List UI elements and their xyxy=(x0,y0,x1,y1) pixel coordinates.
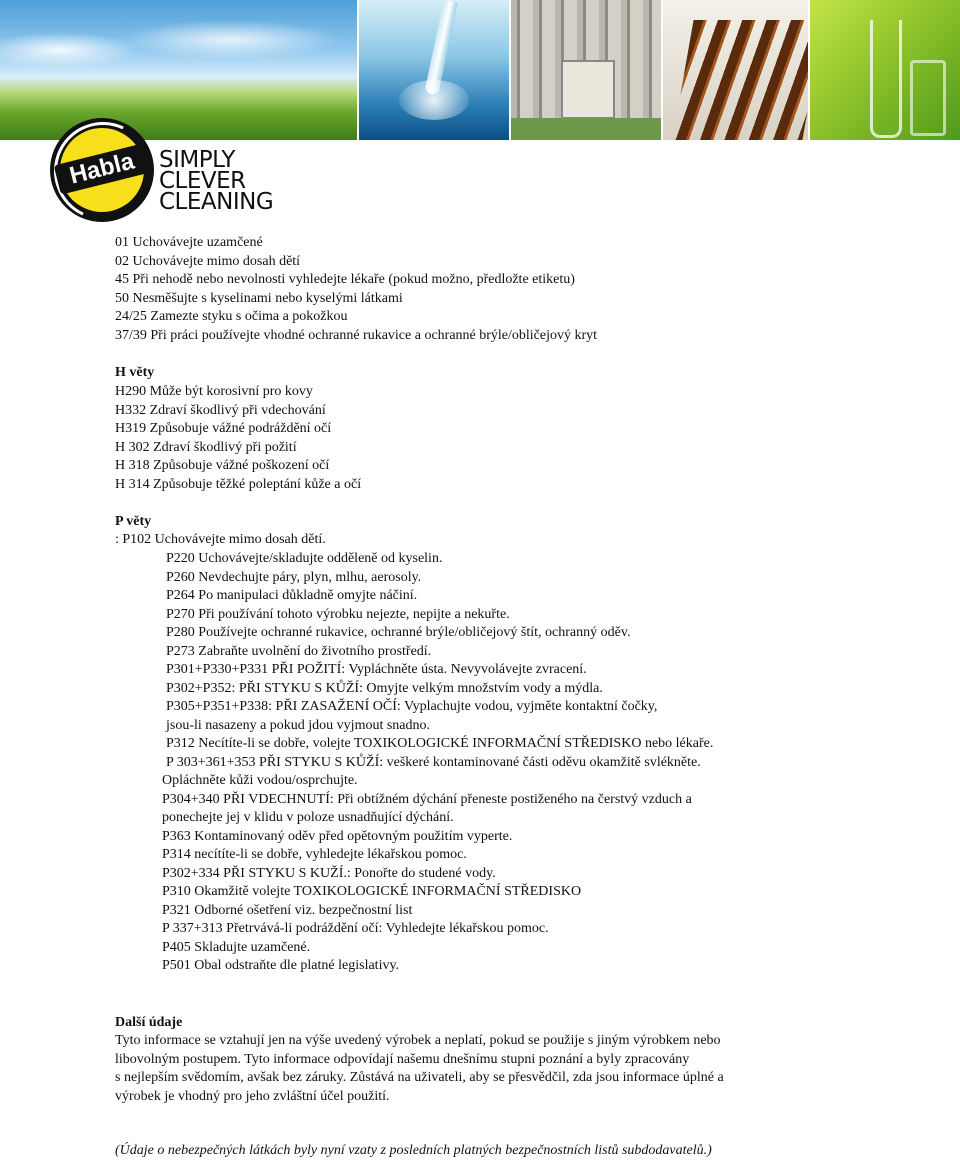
p-phrases-list-a xyxy=(166,550,713,772)
p-phrase: P304+340 PŘI VDECHNUTÍ: Při obtížném dýchání přeneste postiženého na čerstvý vzduch a xyxy=(162,791,692,807)
logo-brand-text: Habla xyxy=(54,143,151,194)
h-phrase: H319 Způsobuje vážné podráždění očí xyxy=(115,421,332,436)
other-info-text xyxy=(115,1032,724,1106)
s-phrase: 24/25 Zamezte styku s očima a pokožkou xyxy=(115,309,348,324)
p-phrase: P405 Skladujte uzamčené. xyxy=(162,939,311,955)
h-phrase: H 314 Způsobuje těžké poleptání kůže a očí xyxy=(115,476,362,492)
p-phrase: ponechejte jej v klidu v poloze usnadňující dýchání. xyxy=(162,810,454,825)
p-phrase: P 303+361+353 PŘI STYKU S KŮŽÍ: veškeré kontaminované části oděvu okamžitě svlékněte. xyxy=(166,754,701,770)
p-phrase-first: : P102 Uchovávejte mimo dosah dětí. xyxy=(115,532,326,547)
other-info-line: výrobek je vhodný pro jeho zvláštní účel použití. xyxy=(115,1088,390,1104)
p-section-heading: P věty xyxy=(115,514,152,529)
p-phrase: jsou-li nasazeny a pokud jdou vyjmout snadno. xyxy=(166,717,431,733)
logo-tagline xyxy=(159,147,274,215)
s-phrases-list xyxy=(115,234,597,345)
p-phrase: P305+P351+P338: PŘI ZASAŽENÍ OČÍ: Vyplachujte vodou, vyjměte kontaktní čočky, xyxy=(166,699,658,714)
p-phrase: P501 Obal odstraňte dle platné legislativy. xyxy=(162,958,400,973)
p-phrase: P270 Při používání tohoto výrobku nejezte, nepijte a nekuřte. xyxy=(166,606,510,622)
s-phrase: 50 Nesměšujte s kyselinami nebo kyselými látkami xyxy=(115,290,403,306)
logo-badge xyxy=(50,118,154,222)
other-info-line: s nejlepším svědomím, avšak bez záruky. Zůstává na uživateli, aby se přesvědčil, zda jsou informace úplné a xyxy=(115,1070,724,1085)
p-phrase: P321 Odborné ošetření viz. bezpečnostní list xyxy=(162,902,413,918)
other-info-heading: Další údaje xyxy=(115,1015,183,1030)
lab-glassware-image xyxy=(810,0,960,140)
p-phrase: P220 Uchovávejte/skladujte odděleně od kyselin. xyxy=(166,551,443,566)
water-splash-image xyxy=(359,0,509,140)
s-phrase: 01 Uchovávejte uzamčené xyxy=(115,235,263,250)
h-phrase: H290 Může být korosivní pro kovy xyxy=(115,384,313,399)
p-phrase: P 337+313 Přetrvává-li podráždění očí: Vyhledejte lékařskou pomoc. xyxy=(162,921,549,936)
p-phrase: P302+P352: PŘI STYKU S KŮŽÍ: Omyjte velkým množstvím vody a mýdla. xyxy=(166,680,603,696)
p-phrase: Opláchněte kůži vodou/osprchujte. xyxy=(162,773,358,788)
h-phrases-list xyxy=(115,383,361,494)
factory-pipes-image xyxy=(511,0,661,140)
p-phrase: P280 Používejte ochranné rukavice, ochranné brýle/obličejový štít, ochranný oděv. xyxy=(166,625,631,640)
h-phrase: H 302 Zdraví škodlivý při požití xyxy=(115,439,297,455)
p-phrase: P264 Po manipulaci důkladně omyjte náčiní. xyxy=(166,588,418,603)
footer-note: (Údaje o nebezpečných látkách byly nyní vzaty z posledních platných bezpečnostních listů subdodavatelů.) xyxy=(115,1143,712,1158)
p-phrase: P312 Necítíte-li se dobře, volejte TOXIKOLOGICKÉ INFORMAČNÍ STŘEDISKO nebo lékaře. xyxy=(166,736,714,751)
logo-tagline-line: CLEVER xyxy=(159,168,246,194)
s-phrase: 02 Uchovávejte mimo dosah dětí xyxy=(115,253,301,269)
bottle-line-image xyxy=(663,0,808,140)
h-phrase: H 318 Způsobuje vážné poškození očí xyxy=(115,458,330,473)
habla-logo xyxy=(50,118,290,224)
p-phrase: P363 Kontaminovaný oděv před opětovným použitím vyperte. xyxy=(162,828,513,844)
s-phrase: 37/39 Při práci používejte vhodné ochranné rukavice a ochranné brýle/obličejový kryt xyxy=(115,327,598,343)
p-phrase: P314 necítíte-li se dobře, vyhledejte lékařskou pomoc. xyxy=(162,847,467,862)
p-phrase: P310 Okamžitě volejte TOXIKOLOGICKÉ INFORMAČNÍ STŘEDISKO xyxy=(162,884,582,899)
h-section-heading: H věty xyxy=(115,365,155,380)
p-phrase: P273 Zabraňte uvolnění do životního prostředí. xyxy=(166,643,432,659)
s-phrase: 45 Při nehodě nebo nevolnosti vyhledejte lékaře (pokud možno, předložte etiketu) xyxy=(115,272,575,287)
h-phrase: H332 Zdraví škodlivý při vdechování xyxy=(115,402,326,418)
logo-tagline-line: CLEANING xyxy=(159,189,274,215)
logo-tagline-line: SIMPLY xyxy=(159,147,235,173)
p-phrase: P260 Nevdechujte páry, plyn, mlhu, aerosoly. xyxy=(166,569,422,585)
other-info-line: libovolným postupem. Tyto informace odpovídají našemu dnešnímu stupni poznání a byly zpracovány xyxy=(115,1051,690,1067)
other-info-line: Tyto informace se vztahují jen na výše uvedený výrobek a neplatí, pokud se použije s jiným výrobkem nebo xyxy=(115,1033,721,1048)
p-phrases-list-b xyxy=(162,772,692,976)
p-phrase: P302+334 PŘI STYKU S KUŽÍ.: Ponořte do studené vody. xyxy=(162,865,496,881)
p-phrase: P301+P330+P331 PŘI POŽITÍ: Vypláchněte ústa. Nevyvolávejte zvracení. xyxy=(166,662,587,677)
